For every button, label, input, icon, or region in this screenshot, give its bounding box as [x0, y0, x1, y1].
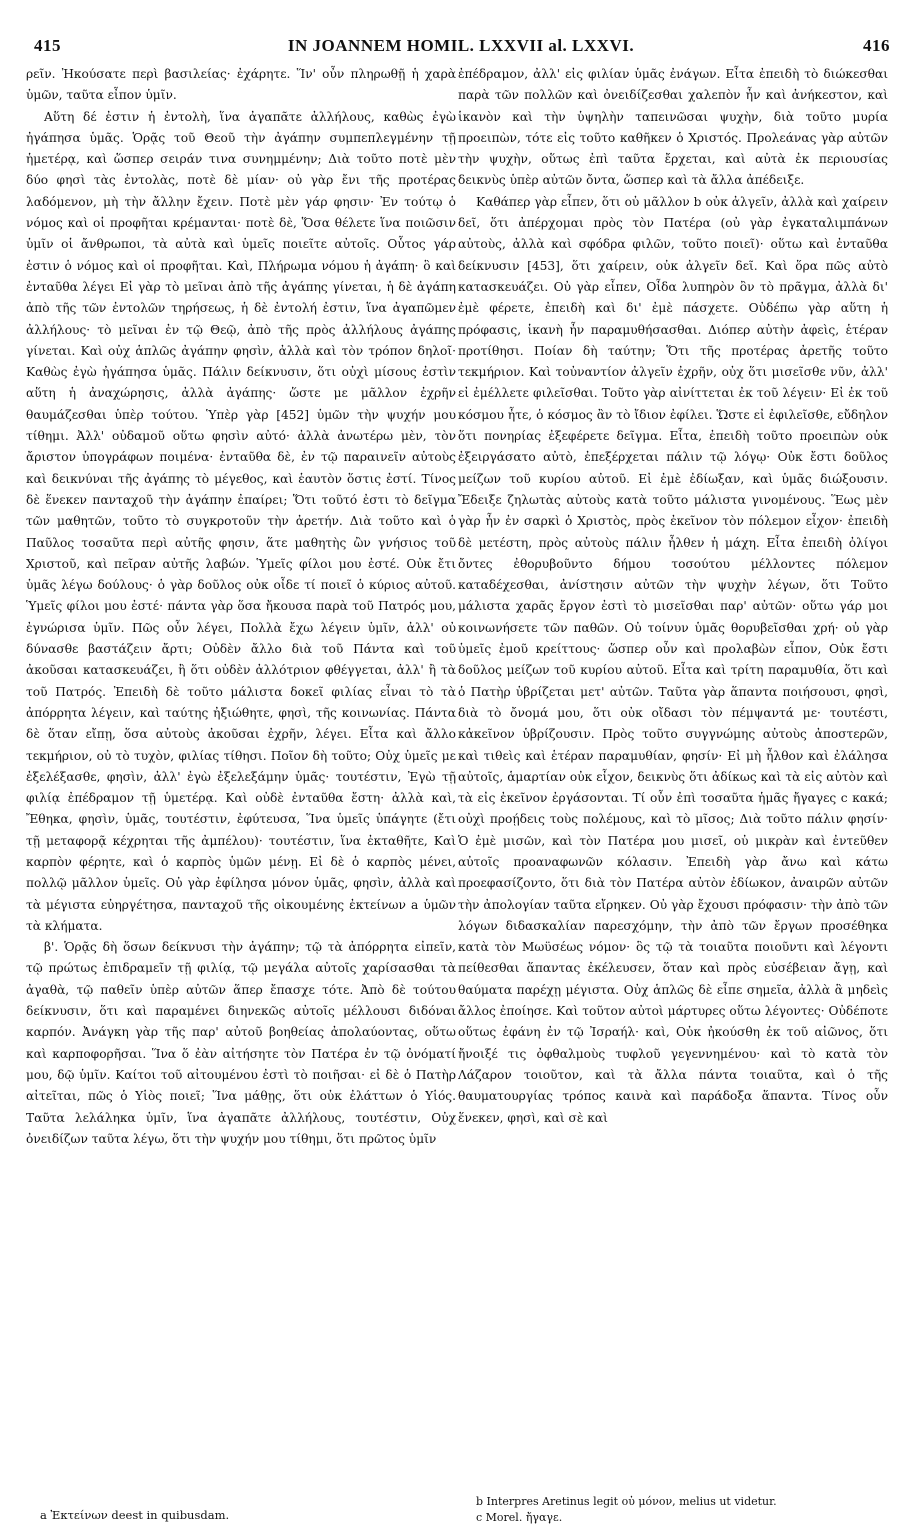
left-column	[26, 64, 456, 1504]
footnote-left	[40, 1508, 440, 1523]
paragraph: ρεῖν. Ἠκούσατε περὶ βασιλείας· ἐχάρητε. Ἵν' οὖν πληρωθῇ ἡ χαρὰ ὑμῶν, ταῦτα εἶπον ὑμῖν.	[26, 67, 456, 103]
running-header	[26, 36, 896, 60]
paragraph: Καθάπερ γὰρ εἶπεν, ὅτι οὐ μᾶλλον b οὐκ ἀλγεῖν, ἀλλὰ καὶ χαίρειν δεῖ, ὅτι ἀπέρχομαι πρὸς τὸν Πατέρα (οὐ γὰρ ἐγκαταλιμπάνων αὐτοὺς, ἀλλὰ καὶ σφόδρα φιλῶν, τοῦτο ποιεῖ)· οὕτω καὶ ἐνταῦθα δείκνυσιν [453], ὅτι χαίρειν, οὐκ ἀλγεῖν δεῖ. Καὶ ὅρα πῶς αὐτὸ κατασκευάζει. Οὐ γὰρ εἶπεν, Οἶδα λυπηρὸν ὂν τὸ πρᾶγμα, ἀλλὰ δι' ἐμὲ φέρετε, ἐπειδὴ καὶ δι' ἐμὲ πάσχετε. Οὐδέπω γὰρ αὕτη ἡ πρόφασις, ἱκανὴ ἦν παραμυθήσασθαι. Διόπερ αὐτὴν ἀφεὶς, ἑτέραν προτίθησι. Ποίαν δὴ ταύτην; Ὅτι τῆς προτέρας ἀρετῆς τοῦτο τεκμήριον. Καὶ τοὐναντίον ἀλγεῖν ἐχρῆν, οὐχ ὅτι μισεῖσθε νῦν, ἀλλ' εἰ ἐμέλλετε φιλεῖσθαι. Τοῦτο γὰρ αἰνίττεται ἐκ τοῦ λέγειν· Εἰ ἐκ τοῦ κόσμου ἦτε, ὁ κόσμος ἂν τὸ ἴδιον ἐφίλει. Ὥστε εἰ ἐφιλεῖσθε, εὔδηλον ὅτι πονηρίας ἐξεφέρετε δεῖγμα. Εἶτα, ἐπειδὴ τοῦτο προειπὼν οὐκ ἐξειργάσατο αὐτὸ, ἐπεξέρχεται πάλιν τῷ λόγῳ· Οὐκ ἔστι δοῦλος μείζων τοῦ κυρίου αὐτοῦ. Εἰ ἐμὲ ἐδίωξαν, καὶ ὑμᾶς διώξουσιν. Ἔδειξε ζηλωτὰς αὐτοὺς κατὰ τοῦτο μάλιστα γινομένους. Ἕως μὲν γὰρ ἦν ἐν σαρκὶ ὁ Χριστὸς, πρὸς ἐκεῖνον τὸν πόλεμον εἶχον· ἐπειδὴ δὲ μετέστη, πρὸς αὐτοὺς πάλιν ἦλθεν ἡ μάχη. Εἶτα ἐπειδὴ ὀλίγοι ὄντες ἐθορυβοῦντο δήμου τοσούτου μέλλοντες πόλεμον καταδέχεσθαι, ἀνίστησιν αὐτῶν τὴν ψυχὴν λέγων, ὅτι Τοῦτο μάλιστα χαρᾶς ἔργον ἐστὶ τὸ μισεῖσθαι παρ' αὐτῶν· οὕτω γάρ μοι κοινωνήσετε τῶν παθῶν. Οὐ τοίνυν ὑμᾶς θορυβεῖσθαι χρή· οὐ γὰρ ὑμεῖς ἐμοῦ κρείττους· ὥσπερ οὖν καὶ προλαβὼν εἶπον, Οὐκ ἔστι δοῦλος μείζων τοῦ κυρίου αὐτοῦ. Εἶτα καὶ τρίτη παραμυθία, ὅτι καὶ ὁ Πατὴρ ὑβρίζεται μετ' αὐτῶν. Ταῦτα γὰρ ἅπαντα ποιήσουσι, φησὶ, διὰ τὸ ὄνομά μου, ὅτι οὐκ οἴδασι τὸν πέμψαντά με· τουτέστι, κἀκεῖνον ὑβρίζουσιν. Πρὸς τοῦτο συγγνώμης αὐτοὺς ἀποστερῶν, καὶ τιθεὶς καὶ ἑτέραν παραμυθίαν, φησίν· Εἰ μὴ ἦλθον καὶ ἐλάλησα αὐτοῖς, ἁμαρτίαν οὐκ εἶχον, δεικνὺς ὅτι ἀδίκως καὶ τὰ εἰς αὐτὸν καὶ τὰ εἰς ἐκεῖνον ἐργάσονται. Τί οὖν ἐπὶ τοσαῦτα ἡμᾶς ἤγαγες c κακά; οὐχὶ προῄδεις τοὺς πολέμους, καὶ τὸ μῖσος; Διὰ τοῦτο πάλιν φησίν· Ὁ ἐμὲ μισῶν, καὶ τὸν Πατέρα μου μισεῖ, οὐ μικρὰν καὶ ἐντεῦθεν αὐτοῖς προαναφωνῶν κόλασιν. Ἐπειδὴ γὰρ ἄνω καὶ κάτω προεφασίζοντο, ὅτι διὰ τὸν Πατέρα αὐτὸν ἐδίωκον, ἀναιρῶν αὐτῶν τὴν ἀπολογίαν ταῦτα εἴρηκεν. Οὐ γὰρ ἔχουσι πρόφασιν· τὴν ἀπὸ τῶν λόγων διδασκαλίαν παρεσχόμην, τὴν ἀπὸ τῶν ἔργων προσέθηκα κατὰ τὸν Μωϋσέως νόμον· ὃς τῷ τὰ τοιαῦτα ποιοῦντι καὶ λέγοντι πείθεσθαι ἅπαντας ἐκέλευσεν, ὅταν καὶ πρὸς εὐσέβειαν ἄγῃ, καὶ θαύματα παρέχῃ μέγιστα. Οὐχ ἁπλῶς δὲ εἶπε σημεῖα, ἀλλὰ ἃ μηδεὶς ἄλλος ἐποίησε. Καὶ τοῦτον αὐτοὶ μάρτυρες οὕτω λέγοντες· Οὐδέποτε οὕτως ἐφάνη ἐν τῷ Ἰσραήλ· καὶ, Οὐκ ἠκούσθη ἐκ τοῦ αἰῶνος, ὅτι ἤνοιξέ τις ὀφθαλμοὺς τυφλοῦ γεγεννημένου· καὶ τὸ κατὰ τὸν Λάζαρον τοιοῦτον, καὶ τὰ ἄλλα πάντα τοιαῦτα, καὶ ὁ τῆς θαυματουργίας τρόπος καινὰ καὶ παράδοξα ἅπαντα. Τίνος οὖν ἕνεκεν, φησὶ, καὶ σὲ καὶ	[458, 194, 888, 1125]
running-title: IN JOANNEM HOMIL. LXXVII al. LXXVI.	[287, 36, 635, 55]
footnote-b: b Interpres Aretinus legit οὐ μόνον, melius ut videtur.	[476, 1495, 777, 1508]
footnotes-right	[476, 1494, 896, 1526]
right-column	[458, 64, 888, 1504]
footnote-a: a Ἐκτείνων deest in quibusdam.	[40, 1508, 230, 1522]
paragraph: Αὕτη δέ ἐστιν ἡ ἐντολὴ, ἵνα ἀγαπᾶτε ἀλλήλους, καθὼς ἐγὼ ἠγάπησα ὑμᾶς. Ὁρᾷς τοῦ Θεοῦ τὴν ἀγάπην συμπεπλεγμένην τῇ ἡμετέρᾳ, καὶ ὥσπερ σειράν τινα συνημμένην; Διὰ τοῦτο ποτὲ μὲν δύο φησὶ τὰς ἐντολὰς, ποτὲ δὲ μίαν· οὐ γὰρ ἔνι τῆς προτέρας λαδόμενον, μὴ τὴν ἄλλην ἔχειν. Ποτὲ μὲν γάρ φησιν· Ἐν τούτῳ ὁ νόμος καὶ οἱ προφῆται κρέμανται· ποτὲ δὲ, Ὅσα θέλετε ἵνα ποιῶσιν ὑμῖν οἱ ἄνθρωποι, τὰ αὐτὰ καὶ ὑμεῖς ποιεῖτε αὐτοῖς. Οὗτος γάρ ἐστιν ὁ νόμος καὶ οἱ προφῆται. Καὶ, Πλήρωμα νόμου ἡ ἀγάπη· ὃ καὶ ἐνταῦθα λέγει Εἰ γὰρ τὸ μεῖναι ἀπὸ τῆς ἀγάπης γίνεται, ἡ δὲ ἀγάπη ἀπὸ τῆς τῶν ἐντολῶν τηρήσεως, ἡ δὲ ἐντολή ἐστιν, ἵνα ἀγαπῶμεν ἀλλήλους· τὸ μεῖναι ἐν τῷ Θεῷ, ἀπὸ τῆς πρὸς ἀλλήλους ἀγάπης γίνεται. Καὶ οὐχ ἁπλῶς ἀγάπην φησὶν, ἀλλὰ καὶ τὸν τρόπον δηλοῖ· Καθὼς ἐγὼ ἠγάπησα ὑμᾶς. Πάλιν δείκνυσιν, ὅτι οὐχὶ μίσους ἐστὶν αὕτη ἡ ἀναχώρησις, ἀλλὰ ἀγάπης· ὥστε με μᾶλλον ἐχρῆν θαυμάζεσθαι ὑπὲρ τούτου. Ὑπὲρ γὰρ [452] ὑμῶν τὴν ψυχήν μου τίθημι. Ἀλλ' οὐδαμοῦ οὕτω φησὶν αὐτό· ἀλλὰ ἀνωτέρω μὲν, τὸν ἄριστον ὑπογράφων ποιμένα· ἐνταῦθα δὲ, ἐν τῷ παραινεῖν αὐτοὺς καὶ δεικνύναι τῆς ἀγάπης τὸ μέγεθος, καὶ ἑαυτὸν ὅστις ἐστί. Τίνος δὲ ἕνεκεν πανταχοῦ τὴν ἀγάπην ἐπαίρει; Ὅτι τοῦτό ἐστι τὸ δεῖγμα τῶν μαθητῶν, τοῦτο τὸ συγκροτοῦν τὴν ἀρετήν. Διὰ τοῦτο καὶ ὁ Παῦλος τοσαῦτα περὶ αὐτῆς φησιν, ἅτε μαθητὴς ὢν γνήσιος τοῦ Χριστοῦ, καὶ πεῖραν αὐτῆς λαβών. Ὑμεῖς φίλοι μου ἐστέ. Οὐκ ἔτι ὑμᾶς λέγω δούλους· ὁ γὰρ δοῦλος οὐκ οἶδε τί ποιεῖ ὁ κύριος αὐτοῦ. Ὑμεῖς φίλοι μου ἐστέ· πάντα γὰρ ὅσα ἤκουσα παρὰ τοῦ Πατρός μου, ἐγνώρισα ὑμῖν. Πῶς οὖν λέγει, Πολλὰ ἔχω λέγειν ὑμῖν, ἀλλ' οὐ δύνασθε βαστάζειν ἄρτι; Οὐδὲν ἄλλο διὰ τοῦ Πάντα καὶ τοῦ ἀκοῦσαι κατασκευάζει, ἢ ὅτι οὐδὲν ἀλλότριον φθέγγεται, ἀλλ' ἢ τὰ τοῦ Πατρός. Ἐπειδὴ δὲ τοῦτο μάλιστα δοκεῖ φιλίας εἶναι τὸ τὰ ἀπόρρητα λέγειν, καὶ ταύτης ἠξιώθητε, φησὶ, τῆς κοινωνίας. Πάντα δὲ ὅταν εἴπῃ, ὅσα αὐτοὺς ἀκοῦσαι ἐχρῆν, λέγει. Εἶτα καὶ ἄλλο τεκμήριον, οὐ τὸ τυχὸν, φιλίας τίθησι. Ποῖον δὴ τοῦτο; Οὐχ ὑμεῖς με ἐξελέξασθε, φησὶν, ἀλλ' ἐγὼ ἐξελεξάμην ὑμᾶς· τουτέστιν, Ἐγὼ τῇ φιλίᾳ ἐπέδραμον τῇ ὑμετέρᾳ. Καὶ οὐδὲ ἐνταῦθα ἔστη· ἀλλὰ καὶ, Ἔθηκα, φησὶν, ὑμᾶς, τουτέστιν, ἐφύτευσα, Ἵνα ὑμεῖς ὑπάγητε (ἔτι τῇ μεταφορᾷ κέχρηται τῆς ἀμπέλου)· τουτέστιν, ἵνα ἐκταθῆτε, Καὶ καρπὸν φέρητε, καὶ ὁ καρπὸς ὑμῶν μένῃ. Εἰ δὲ ὁ καρπὸς μένει, πολλῷ μᾶλλον ὑμεῖς. Οὐ γὰρ ἐφίλησα μόνον ὑμᾶς, φησὶν, ἀλλὰ καὶ τὰ μέγιστα εὐηργέτησα, πανταχοῦ τῆς οἰκουμένης ἐκτείνων a ὑμῶν τὰ κλήματα.	[26, 109, 456, 933]
page-number-right: 416	[863, 36, 890, 55]
paragraph: ἐπέδραμον, ἀλλ' εἰς φιλίαν ὑμᾶς ἐνάγων. Εἶτα ἐπειδὴ τὸ διώκεσθαι παρὰ τῶν πολλῶν καὶ ὀνειδίζεσθαι χαλεπὸν ἦν καὶ ἀνήκεστον, καὶ ἱκανὸν καὶ τὴν ὑψηλὴν ταπεινῶσαι ψυχὴν, διὰ τοῦτο μυρία προειπὼν, τότε εἰς τοῦτο καθῆκεν ὁ Χριστός. Προλεάνας γὰρ αὐτῶν τὴν ψυχὴν, οὕτως ἐπὶ ταῦτα ἔρχεται, καὶ αὐτὰ ἐκ περιουσίας δεικνὺς ὑπὲρ αὐτῶν ὄντα, ὥσπερ καὶ τὰ ἄλλα ἀπέδειξε.	[458, 67, 888, 188]
footnote-c: c Morel. ἤγαγε.	[476, 1511, 563, 1524]
paragraph: β'. Ὁρᾷς δὴ ὅσων δείκνυσι τὴν ἀγάπην; τῷ τὰ ἀπόρρητα εἰπεῖν, τῷ πρώτως ἐπιδραμεῖν τῇ φιλίᾳ, τῷ μεγάλα αὐτοῖς χαρίσασθαι τὰ ἀγαθὰ, τῷ παθεῖν ὑπὲρ αὐτῶν ἅπερ ἔπασχε τότε. Ἀπὸ δὲ τούτου δείκνυσιν, ὅτι καὶ παραμένει διηνεκῶς αὐτοῖς μέλλουσι διδόναι καρπόν. Ἀνάγκη γὰρ τῆς παρ' αὐτοῦ βοηθείας ἀπολαύοντας, οὕτω καὶ καρποφορῆσαι. Ἵνα ὅ ἐὰν αἰτήσητε τὸν Πατέρα ἐν τῷ ὀνόματί μου, δῷ ὑμῖν. Καίτοι τοῦ αἰτουμένου ἐστὶ τὸ ποιῆσαι· εἰ δὲ ὁ Πατὴρ αἰτεῖται, πῶς ὁ Υἱὸς ποιεῖ; Ἵνα μάθῃς, ὅτι οὐκ ἐλάττων ὁ Υἱός. Ταῦτα λελάληκα ὑμῖν, ἵνα ἀγαπᾶτε ἀλλήλους, τουτέστιν, Οὐχ ὀνειδίζων ταῦτα λέγω, ὅτι τὴν ψυχήν μου τίθημι, ὅτι πρῶτος ὑμῖν	[26, 940, 456, 1146]
page-number-left: 415	[34, 36, 61, 55]
